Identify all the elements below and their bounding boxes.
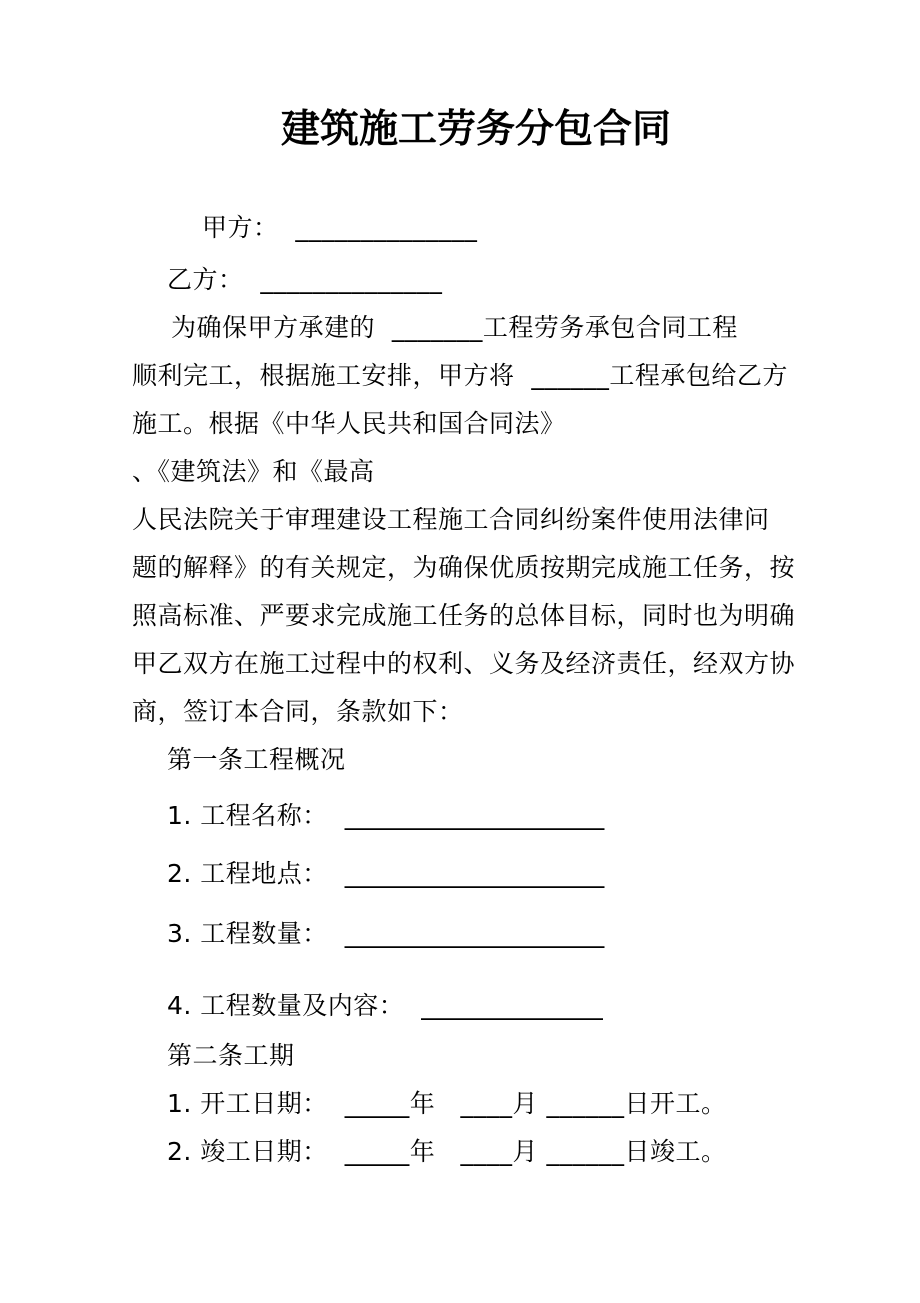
document-title: 建筑施工劳务分包合同 bbox=[280, 107, 671, 152]
contract-item-project-quantity: 3. 工程数量： ____________________ bbox=[167, 919, 605, 948]
preamble-line: 施工。根据《中华人民共和国合同法》 bbox=[132, 409, 566, 438]
preamble-line: 甲乙双方在施工过程中的权利、义务及经济责任，经双方协 bbox=[132, 649, 796, 678]
contract-item-project-location: 2. 工程地点： ____________________ bbox=[167, 859, 605, 888]
party-a-line: 甲方： ______________ bbox=[202, 213, 478, 242]
preamble-line: 题的解释》的有关规定，为确保优质按期完成施工任务，按 bbox=[132, 553, 796, 582]
section-1-heading: 第一条工程概况 bbox=[167, 745, 346, 774]
contract-item-project-name: 1. 工程名称： ____________________ bbox=[167, 801, 605, 830]
section-2-heading: 第二条工期 bbox=[167, 1041, 295, 1070]
preamble-line: 为确保甲方承建的 _______工程劳务承包合同工程 bbox=[171, 313, 738, 342]
contract-item-quantity-content: 4. 工程数量及内容： ______________ bbox=[167, 991, 604, 1020]
preamble-line: 人民法院关于审理建设工程施工合同纠纷案件使用法律问 bbox=[132, 505, 770, 534]
contract-item-start-date: 1. 开工日期： _____年 ____月 ______日开工。 bbox=[167, 1089, 727, 1118]
preamble-line: 照高标准、严要求完成施工任务的总体目标，同时也为明确 bbox=[132, 601, 796, 630]
preamble-line: 、《建筑法》和《最高 bbox=[132, 457, 375, 486]
preamble-line: 顺利完工，根据施工安排，甲方将 ______工程承包给乙方 bbox=[132, 361, 788, 390]
preamble-line: 商，签订本合同，条款如下： bbox=[132, 697, 464, 726]
party-b-line: 乙方： ______________ bbox=[167, 265, 443, 294]
contract-item-finish-date: 2. 竣工日期： _____年 ____月 ______日竣工。 bbox=[167, 1137, 727, 1166]
